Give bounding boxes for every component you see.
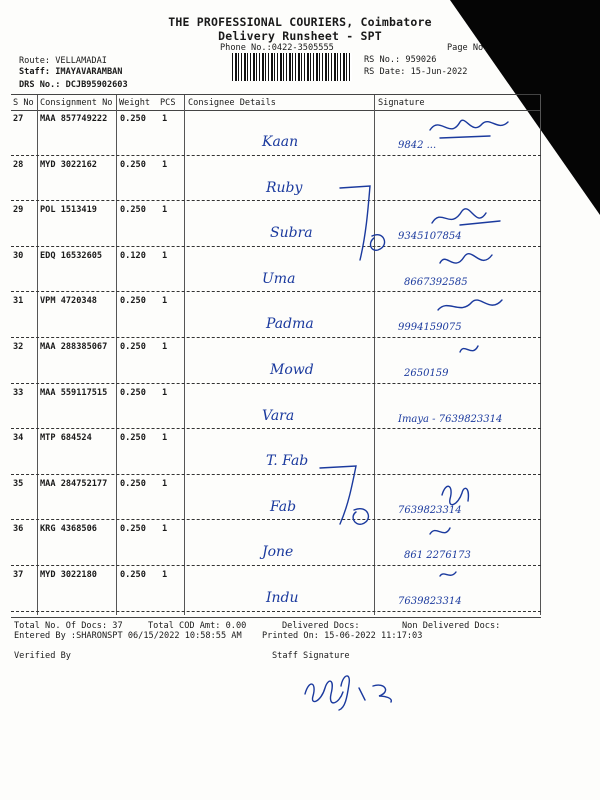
handwritten-phone-number: 861 2276173 (404, 550, 471, 562)
row-weight: 0.120 (120, 250, 146, 261)
row-pcs: 1 (162, 159, 168, 170)
column-header-weight: Weight (119, 98, 151, 108)
row-consignment-number: EDQ 16532605 (40, 250, 103, 261)
handwritten-phone-number: Imaya - 7639823314 (398, 413, 503, 425)
handwritten-phone-number: 7639823314 (398, 596, 462, 607)
entered-by: Entered By :SHARONSPT 06/15/2022 10:58:55 AM (14, 631, 242, 641)
row-consignment-number: VPM 4720348 (40, 296, 97, 307)
row-weight: 0.250 (120, 570, 146, 580)
row-separator (11, 383, 541, 384)
row-weight: 0.250 (120, 342, 146, 352)
customer-signature-scribble (420, 520, 520, 556)
row-separator (11, 428, 541, 429)
handwritten-consignee-name: Indu (266, 590, 299, 606)
row-pcs: 1 (162, 342, 168, 352)
customer-signature-scribble (420, 110, 520, 146)
delivered-docs: Delivered Docs: (282, 621, 360, 631)
handwritten-consignee-name: Fab (270, 498, 297, 515)
row-consignment-number: MYD 3022180 (40, 570, 97, 580)
row-pcs: 1 (162, 205, 168, 216)
row-pcs: 1 (162, 250, 168, 261)
row-sno: 37 (13, 570, 24, 580)
printed-on: Printed On: 15-06-2022 11:17:03 (262, 631, 423, 641)
rs-number: RS No.: 959026 (364, 55, 437, 65)
row-weight: 0.250 (120, 296, 146, 307)
drs-field: DRS No.: DCJB95902603 (19, 80, 128, 90)
handwritten-consignee-name: Mowd (270, 362, 314, 378)
row-sno: 31 (13, 296, 24, 307)
row-pcs: 1 (162, 114, 168, 124)
total-docs: Total No. Of Docs: 37 (14, 621, 123, 631)
handwritten-phone-number: 8667392585 (404, 276, 468, 288)
row-pcs: 1 (162, 570, 168, 580)
handwritten-phone-number: 2650159 (404, 368, 449, 379)
handwritten-consignee-name: Kaan (262, 134, 299, 150)
verified-by-label: Verified By (14, 651, 71, 661)
staff-signature-label: Staff Signature (272, 651, 350, 661)
bracket-mark (312, 462, 382, 532)
route-field: Route: VELLAMADAI (19, 56, 107, 66)
row-pcs: 1 (162, 433, 168, 444)
row-separator (11, 155, 541, 156)
table-top-rule (11, 94, 541, 95)
barcode-image (232, 53, 352, 81)
row-weight: 0.250 (120, 387, 146, 398)
column-header-sno: S No (13, 98, 34, 108)
row-consignment-number: MYD 3022162 (40, 159, 97, 170)
handwritten-consignee-name: T. Fab (266, 453, 309, 470)
handwritten-consignee-name: Vara (262, 407, 295, 424)
handwritten-consignee-name: Subra (270, 225, 313, 242)
row-consignment-number: MAA 857749222 (40, 114, 108, 124)
row-separator (11, 611, 541, 612)
customer-signature-scribble (420, 566, 520, 602)
non-delivered-docs: Non Delivered Docs: (402, 621, 501, 631)
total-cod-amount: Total COD Amt: 0.00 (148, 621, 247, 631)
handwritten-phone-number: 9842 ... (398, 140, 437, 151)
column-divider (184, 95, 185, 615)
row-pcs: 1 (162, 478, 168, 489)
row-consignment-number: MTP 684524 (40, 433, 92, 444)
row-sno: 32 (13, 342, 24, 352)
footer-rule (11, 617, 541, 618)
customer-signature-scribble (420, 338, 520, 374)
staff-field: Staff: IMAYAVARAMBAN (19, 67, 123, 77)
handwritten-consignee-name: Ruby (266, 179, 303, 196)
row-pcs: 1 (162, 296, 168, 307)
handwritten-phone-number: 7639823314 (398, 504, 462, 516)
page-number-label: Page No. (447, 43, 489, 53)
row-consignment-number: MAA 284752177 (40, 478, 108, 489)
column-header-signature: Signature (378, 98, 425, 108)
runsheet-subtitle: Delivery Runsheet - SPT (218, 29, 382, 43)
row-weight: 0.250 (120, 433, 146, 444)
row-sno: 28 (13, 159, 24, 170)
customer-signature-scribble (420, 247, 520, 283)
customer-signature-scribble (420, 201, 520, 237)
row-sno: 33 (13, 387, 24, 398)
column-header-consignee: Consignee Details (188, 98, 276, 108)
row-sno: 30 (13, 250, 24, 261)
column-header-pcs: PCS (160, 98, 176, 108)
rs-date: RS Date: 15-Jun-2022 (364, 67, 468, 77)
row-weight: 0.250 (120, 114, 146, 124)
handwritten-consignee-name: Jone (262, 544, 294, 561)
row-weight: 0.250 (120, 159, 146, 170)
row-weight: 0.250 (120, 478, 146, 489)
row-sno: 36 (13, 524, 24, 535)
row-weight: 0.250 (120, 205, 146, 216)
row-consignment-number: MAA 559117515 (40, 387, 108, 398)
handwritten-phone-number: 9345107854 (398, 231, 462, 243)
column-header-consignment: Consignment No (40, 98, 113, 108)
column-divider (116, 95, 117, 615)
column-divider (37, 95, 38, 615)
row-sno: 35 (13, 478, 24, 489)
handwritten-consignee-name: Uma (262, 270, 296, 287)
row-sno: 27 (13, 114, 24, 124)
customer-signature-scribble (420, 292, 520, 328)
phone-number: Phone No.:0422-3505555 (220, 43, 334, 53)
bracket-mark (330, 180, 400, 270)
company-title: THE PROFESSIONAL COURIERS, Coimbatore (168, 15, 432, 29)
row-sno: 29 (13, 205, 24, 216)
row-consignment-number: MAA 288385067 (40, 342, 108, 352)
handwritten-phone-number: 9994159075 (398, 322, 462, 334)
row-consignment-number: POL 1513419 (40, 205, 97, 216)
customer-signature-scribble (420, 475, 520, 511)
row-sno: 34 (13, 433, 24, 444)
staff-signature-scribble (295, 664, 405, 714)
row-consignment-number: KRG 4368506 (40, 524, 97, 535)
row-pcs: 1 (162, 524, 168, 535)
row-weight: 0.250 (120, 524, 146, 535)
row-pcs: 1 (162, 387, 168, 398)
column-divider (374, 95, 375, 615)
column-divider (540, 95, 541, 615)
handwritten-consignee-name: Padma (266, 316, 314, 333)
